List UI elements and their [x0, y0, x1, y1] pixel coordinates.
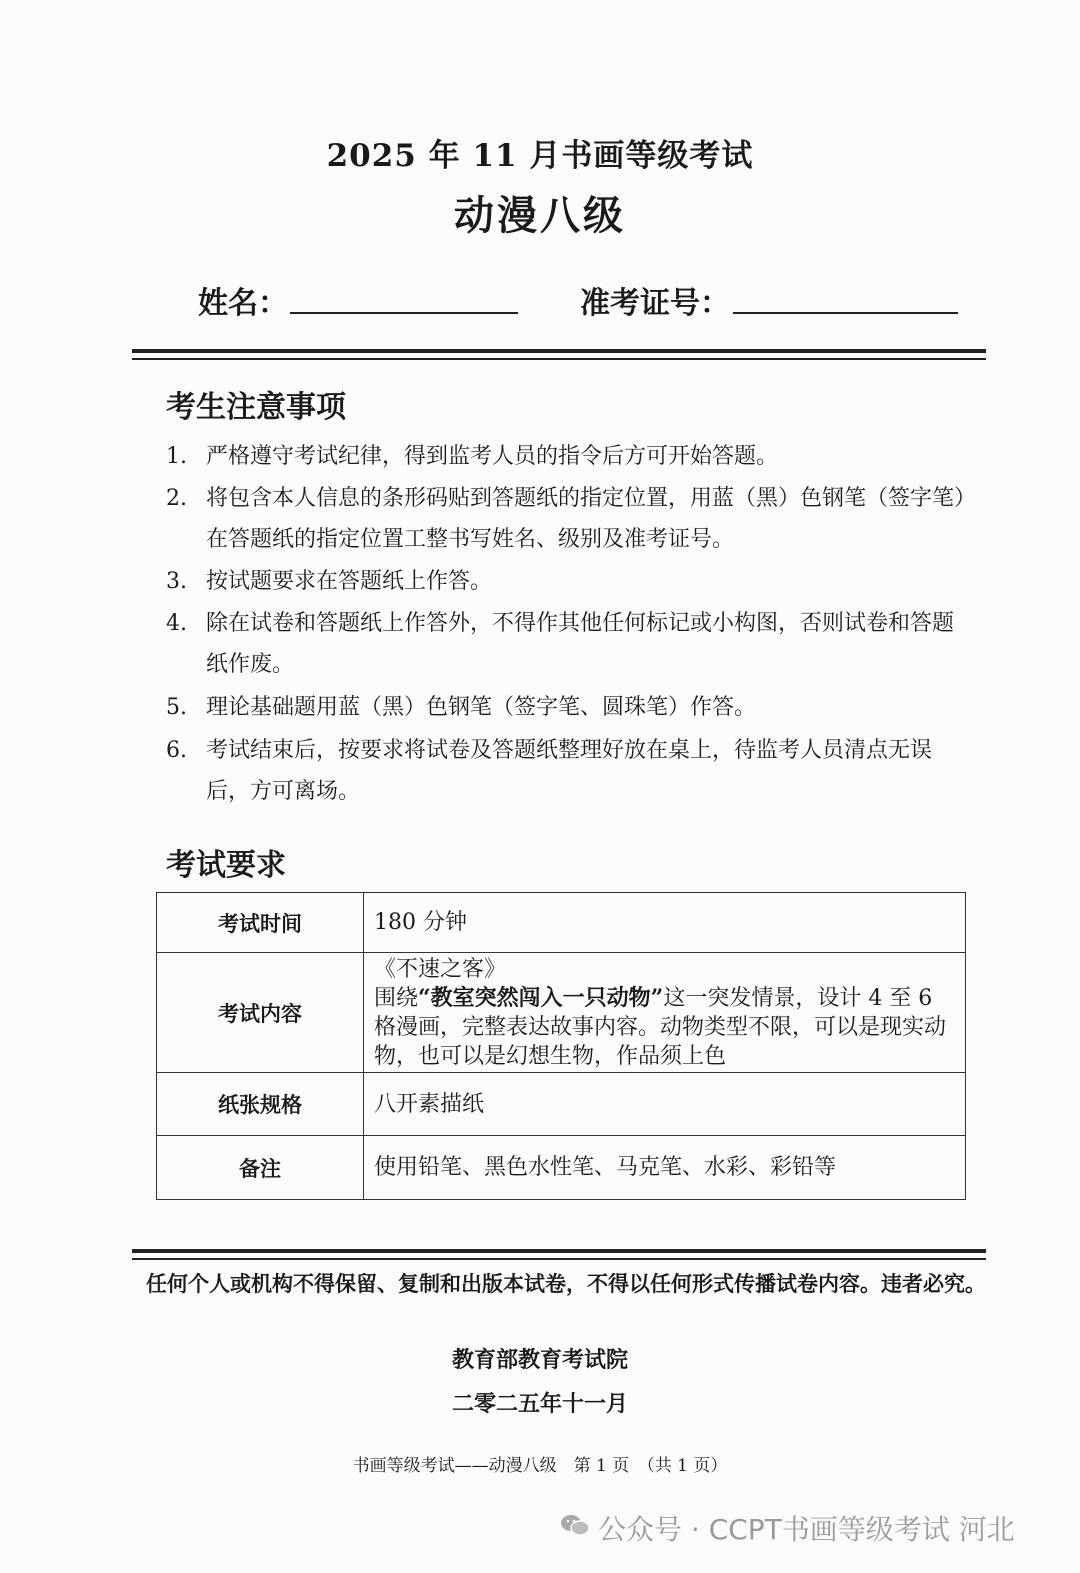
note-item	[166, 561, 966, 602]
note-item	[166, 603, 966, 685]
bottom-divider	[132, 1249, 986, 1260]
note-item	[166, 478, 966, 560]
requirements-heading: 考试要求	[166, 848, 286, 883]
note-number: 1.	[166, 444, 187, 469]
paper-value: 八开素描纸	[364, 1073, 966, 1136]
content-scenario: “教室突然闯入一只动物”	[418, 984, 664, 1011]
name-blank-line	[290, 312, 518, 314]
note-text: 除在试卷和答题纸上作答外，不得作其他任何标记或小构图，否则试卷和答题纸作废。	[206, 611, 955, 677]
notes-heading: 考生注意事项	[166, 390, 346, 425]
content-description	[374, 984, 955, 1071]
note-item	[166, 436, 966, 477]
content-prefix: 围绕	[374, 985, 419, 1011]
name-label: 姓名：	[198, 286, 288, 321]
issuing-organization: 教育部教育考试院	[451, 1347, 628, 1373]
watermark-text: 公众号 · CCPT书画等级考试 河北	[598, 1513, 1015, 1546]
content-cell	[364, 953, 966, 1073]
note-text: 将包含本人信息的条形码贴到答题纸的指定位置，用蓝（黑）色钢笔（签字笔）在答题纸的指定位置工整书写姓名、级别及准考证号。	[206, 486, 966, 552]
exam-level-title: 动漫八级	[454, 192, 626, 239]
note-item	[166, 687, 966, 728]
remark-value: 使用铅笔、黑色水性笔、马克笔、水彩、彩铅等	[364, 1136, 966, 1200]
content-suffix: 这一突发情景，设计 4 至 6 格漫画，完整表达故事内容。动物类型不限，可以是现实动物，也可以是幻想生物，作品须上色	[374, 985, 947, 1069]
note-text: 严格遵守考试纪律，得到监考人员的指令后方可开始答题。	[206, 444, 779, 469]
page-footer: 书画等级考试——动漫八级 第 1 页 （共 1 页）	[352, 1456, 728, 1476]
time-label: 考试时间	[157, 893, 364, 953]
content-label: 考试内容	[157, 953, 364, 1073]
wechat-watermark	[560, 1508, 1015, 1548]
copyright-notice: 任何个人或机构不得保留、复制和出版本试卷，不得以任何形式传播试卷内容。违者必究。	[146, 1271, 986, 1296]
note-number: 3.	[166, 569, 187, 594]
note-item	[166, 730, 966, 812]
table-row	[157, 953, 966, 1073]
note-number: 6.	[166, 738, 187, 763]
content-title: 《不速之客》	[374, 956, 507, 982]
table-row	[157, 1136, 966, 1200]
paper-label: 纸张规格	[157, 1073, 364, 1136]
note-number: 4.	[166, 611, 187, 636]
exam-title: 2025 年 11 月书画等级考试	[326, 138, 754, 174]
note-text: 理论基础题用蓝（黑）色钢笔（签字笔、圆珠笔）作答。	[206, 695, 757, 720]
top-divider	[132, 349, 986, 360]
table-row	[157, 1073, 966, 1136]
issue-date: 二零二五年十一月	[451, 1391, 628, 1417]
exam-id-blank-line	[733, 312, 958, 314]
note-text: 按试题要求在答题纸上作答。	[206, 569, 493, 594]
time-value: 180 分钟	[364, 893, 966, 953]
note-number: 2.	[166, 486, 187, 511]
note-text: 考试结束后，按要求将试卷及答题纸整理好放在桌上，待监考人员清点无误后，方可离场。	[206, 738, 933, 804]
exam-id-label: 准考证号：	[580, 286, 730, 321]
note-number: 5.	[166, 695, 187, 720]
remark-label: 备注	[157, 1136, 364, 1200]
wechat-icon	[560, 1513, 590, 1537]
table-row	[157, 893, 966, 953]
requirements-table	[156, 892, 966, 1200]
